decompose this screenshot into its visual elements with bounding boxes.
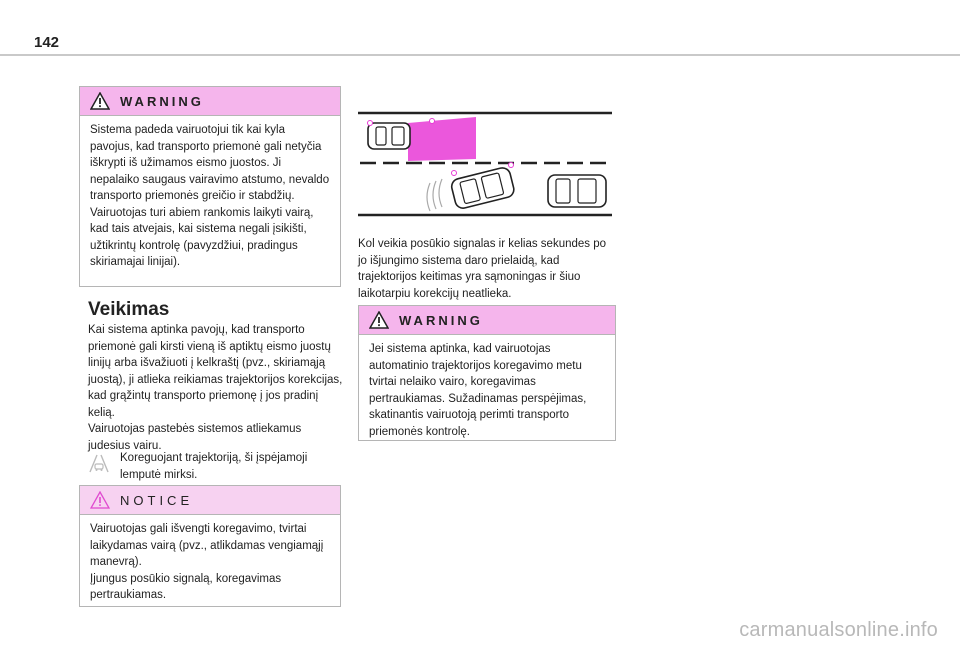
warning-triangle-icon [90,92,110,110]
notice-title: NOTICE [120,492,194,508]
warning-header [80,87,340,116]
watermark: carmanualsonline.info [739,619,938,641]
warning-text: Sistema padeda vairuotojui tik kai kyla pavojus, kad transporto priemonė gali netyčia iškrypti iš užimamos eismo juostos. Ji nepalaiko saugaus vairavimo atstumo, nevaldo transporto priemonės greičio ir stabdžių. Vairuotojas turi abiem rankomis laikyti vairą, kad tais atvejais, kai sistema negali įsikišti, užtikrintų kontrolę (pavyzdžiui, pradingus skiriamajai linijai). [90,124,330,268]
notice-header [80,486,340,515]
warning-title-2: WARNING [399,312,483,328]
section-body-text: Kai sistema aptinka pavojų, kad transporto priemonė gali kirsti vieną iš aptiktų eismo juostų linijų arba išvažiuoti į kelkraštį (pvz., skiriamąją juostą), ji atlieka reikiamas trajektorijos korekcijas, kad grąžintų transporto priemonę į jos pradinį kelią. Vairuotojas pastebės sistemos atliekamus judesius vairu. [88,324,343,452]
warning-text-2: Jei sistema aptinka, kad vairuotojas automatinio trajektorijos koregavimo metu tvirtai nelaiko vairo, koregavimas pertraukiamas. Sužadinamas perspėjimas, skatinantis vairuotoją perimti transporto priemonės kontrolę. [369,343,587,438]
lane-assist-icon [88,452,110,474]
page-number: 142 [34,34,60,51]
indicator-text: Koreguojant trajektoriją, ši įspėjamoji lemputė mirksi. [120,452,308,481]
car-icon [368,123,410,149]
warning-title: WARNING [120,93,204,109]
notice-triangle-icon [90,491,110,509]
car-correcting-icon [450,166,515,210]
header-divider [0,54,960,56]
notice-box [79,485,341,607]
warning-box-2 [358,305,616,441]
illustration-caption: Kol veikia posūkio signalas ir kelias sekundes po jo išjungimo sistema daro prielaidą, kad trajektorijos keitimas yra sąmoningas ir šiuo laikotarpiu korekcijų neatlieka. [358,238,607,300]
notice-text: Vairuotojas gali išvengti koregavimo, tvirtai laikydamas vairą (pvz., atlikdamas vengiamąjį manevrą). Įjungus posūkio signalą, koregavimas pertraukiamas. [90,523,324,601]
section-title: Veikimas [88,299,170,320]
warning-header-2 [359,306,615,335]
warning-box [79,86,341,287]
indicator-note [88,450,348,483]
lane-correction-illustration [358,111,612,219]
car-ahead-icon [548,175,606,207]
warning-triangle-icon [369,311,389,329]
